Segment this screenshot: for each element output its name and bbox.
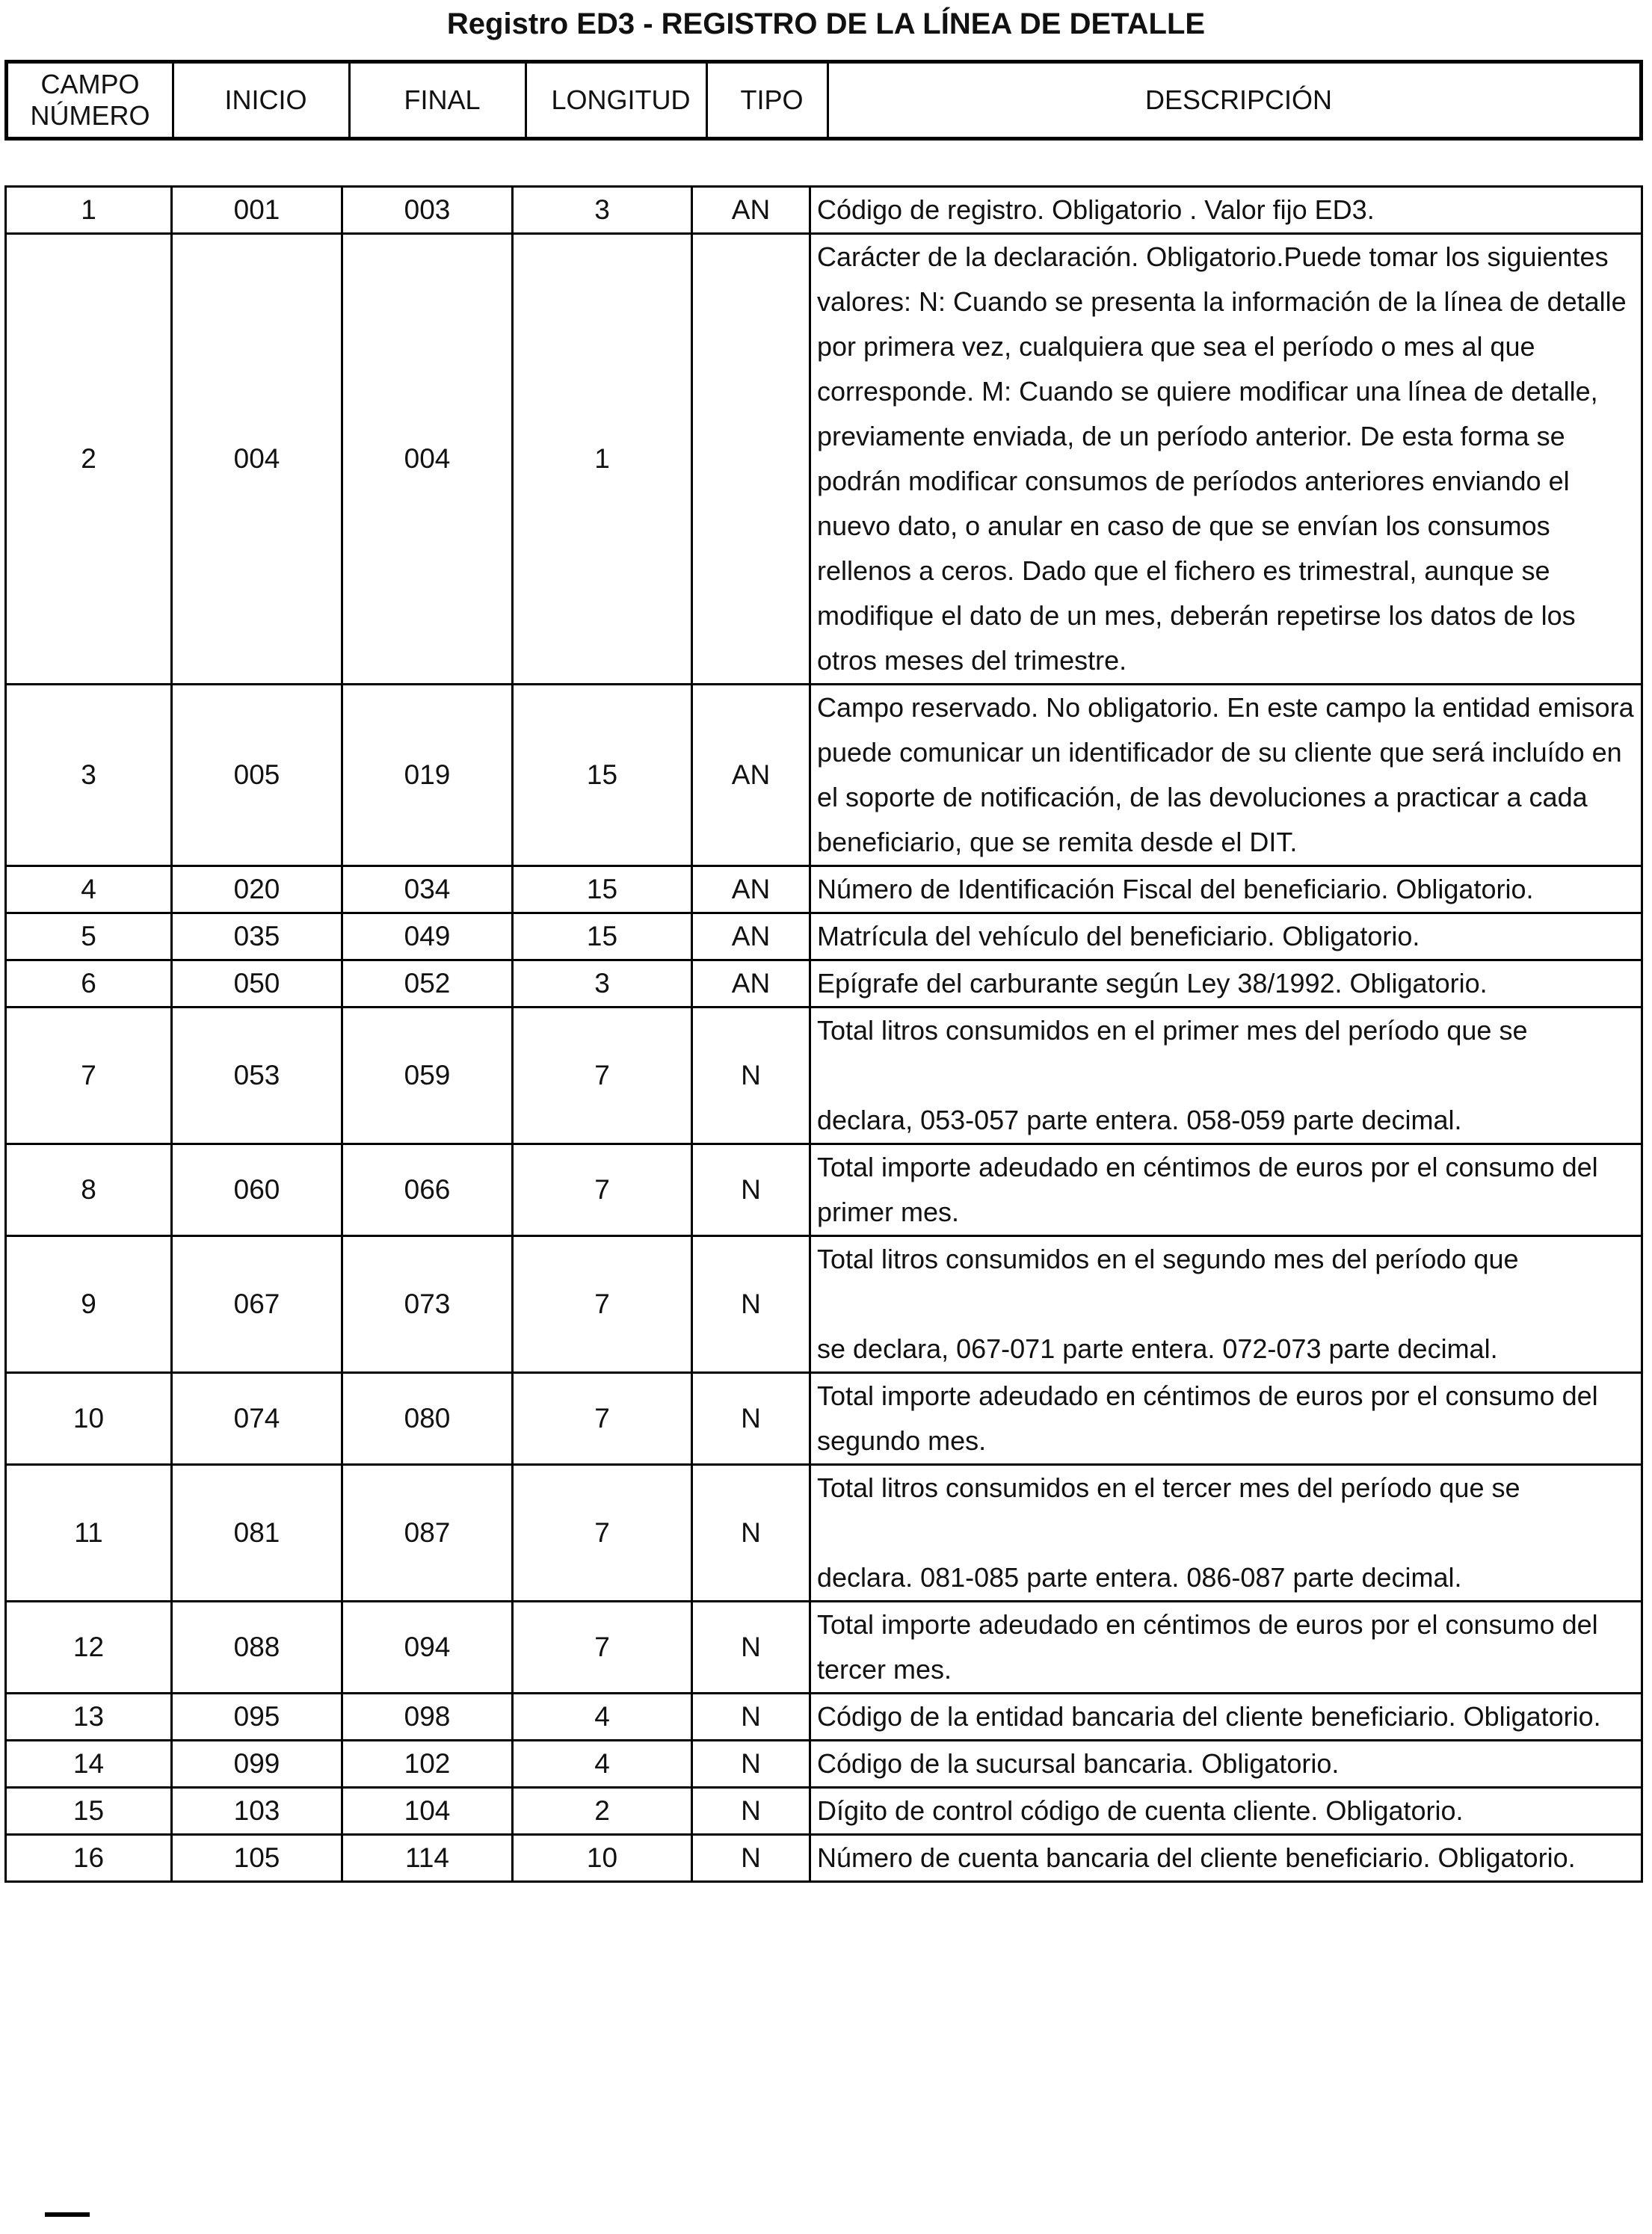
cell-longitud: 4 [513,1741,692,1788]
table-header [4,60,1643,141]
cell-descripcion [810,1465,1642,1602]
cell-descripcion [810,1008,1642,1144]
cell-inicio: 035 [172,913,342,960]
cell-longitud: 7 [513,1236,692,1373]
cell-final: 094 [342,1602,513,1694]
cell-campo: 1 [6,187,172,234]
cell-longitud: 15 [513,685,692,866]
cell-campo: 16 [6,1835,172,1882]
cell-final: 052 [342,960,513,1008]
cell-descripcion: Total importe adeudado en céntimos de euros por el consumo del segundo mes. [810,1373,1642,1465]
cell-descripcion: Número de Identificación Fiscal del beneficiario. Obligatorio. [810,866,1642,913]
cell-tipo: N [692,1602,810,1694]
cell-longitud: 4 [513,1694,692,1741]
page-mark [45,2212,90,2217]
cell-campo: 5 [6,913,172,960]
cell-descripcion: Total importe adeudado en céntimos de euros por el consumo del primer mes. [810,1144,1642,1236]
cell-tipo: AN [692,187,810,234]
cell-inicio: 074 [172,1373,342,1465]
cell-final: 019 [342,685,513,866]
cell-tipo: AN [692,866,810,913]
cell-descripcion: Código de la entidad bancaria del cliente beneficiario. Obligatorio. [810,1694,1642,1741]
cell-campo: 4 [6,866,172,913]
cell-tipo: N [692,1788,810,1835]
cell-inicio: 060 [172,1144,342,1236]
cell-inicio: 105 [172,1835,342,1882]
cell-inicio: 053 [172,1008,342,1144]
table-body [6,187,1642,1882]
table-row [6,1694,1642,1741]
cell-inicio: 067 [172,1236,342,1373]
cell-campo: 15 [6,1788,172,1835]
table-row [6,1144,1642,1236]
cell-final: 003 [342,187,513,234]
cell-tipo: N [692,1835,810,1882]
cell-longitud: 1 [513,234,692,685]
cell-descripcion: Código de la sucursal bancaria. Obligatorio. [810,1741,1642,1788]
cell-tipo: AN [692,960,810,1008]
cell-descripcion: Total importe adeudado en céntimos de euros por el consumo del tercer mes. [810,1602,1642,1694]
table-row [6,960,1642,1008]
descripcion-line-1: Total litros consumidos en el tercer mes del período que se [817,1472,1520,1503]
cell-campo: 2 [6,234,172,685]
descripcion-line-2: se declara, 067-071 parte entera. 072-073 parte decimal. [817,1333,1498,1364]
cell-final: 114 [342,1835,513,1882]
table-row [6,1788,1642,1835]
table-row [6,1373,1642,1465]
cell-final: 066 [342,1144,513,1236]
descripcion-line-1: Total litros consumidos en el primer mes del período que se [817,1015,1528,1046]
cell-inicio: 020 [172,866,342,913]
cell-longitud: 3 [513,960,692,1008]
header-campo: CAMPO NÚMERO [8,64,174,137]
detail-table [4,185,1643,1883]
cell-inicio: 081 [172,1465,342,1602]
cell-tipo: N [692,1373,810,1465]
cell-tipo: N [692,1465,810,1602]
cell-longitud: 3 [513,187,692,234]
table-row [6,187,1642,234]
cell-final: 049 [342,913,513,960]
cell-final: 080 [342,1373,513,1465]
cell-tipo: N [692,1144,810,1236]
cell-inicio: 095 [172,1694,342,1741]
cell-descripcion: Número de cuenta bancaria del cliente beneficiario. Obligatorio. [810,1835,1642,1882]
cell-campo: 13 [6,1694,172,1741]
table-row [6,913,1642,960]
cell-tipo: AN [692,913,810,960]
cell-tipo: AN [692,685,810,866]
cell-campo: 3 [6,685,172,866]
cell-campo: 12 [6,1602,172,1694]
table-row [6,1741,1642,1788]
cell-longitud: 7 [513,1144,692,1236]
cell-final: 087 [342,1465,513,1602]
cell-longitud: 10 [513,1835,692,1882]
header-inicio: INICIO [183,64,351,137]
table-row [6,1835,1642,1882]
cell-final: 104 [342,1788,513,1835]
header-tipo: TIPO [717,64,829,137]
header-final: FINAL [360,64,527,137]
table-row [6,234,1642,685]
cell-longitud: 7 [513,1373,692,1465]
cell-final: 098 [342,1694,513,1741]
table-row [6,1602,1642,1694]
cell-tipo: N [692,1694,810,1741]
cell-tipo: N [692,1008,810,1144]
cell-campo: 7 [6,1008,172,1144]
cell-final: 102 [342,1741,513,1788]
cell-descripcion: Carácter de la declaración. Obligatorio.Puede tomar los siguientes valores: N: Cuando se presenta la información de la línea de detalle por primera vez, cualquiera que sea el período o mes al que corresponde. M: Cuando se quiere modificar una línea de detalle, previamente enviada, de un período anterior. De esta forma se podrán modificar consumos de períodos anteriores enviando el nuevo dato, o anular en caso de que se envían los consumos rellenos a ceros. Dado que el fichero es trimestral, aunque se modifique el dato de un mes, deberán repetirse los datos de los otros meses del trimestre. [810,234,1642,685]
cell-campo: 11 [6,1465,172,1602]
descripcion-line-1: Total litros consumidos en el segundo mes del período que [817,1244,1519,1274]
descripcion-line-2: declara. 081-085 parte entera. 086-087 parte decimal. [817,1562,1462,1593]
cell-inicio: 088 [172,1602,342,1694]
table-row [6,1465,1642,1602]
cell-campo: 10 [6,1373,172,1465]
cell-final: 004 [342,234,513,685]
cell-campo: 6 [6,960,172,1008]
cell-descripcion: Código de registro. Obligatorio . Valor fijo ED3. [810,187,1642,234]
cell-final: 034 [342,866,513,913]
cell-descripcion: Matrícula del vehículo del beneficiario. Obligatorio. [810,913,1642,960]
cell-longitud: 2 [513,1788,692,1835]
cell-longitud: 7 [513,1602,692,1694]
cell-descripcion [810,1236,1642,1373]
cell-inicio: 004 [172,234,342,685]
page-title: Registro ED3 - REGISTRO DE LA LÍNEA DE DETALLE [446,7,1206,40]
cell-campo: 9 [6,1236,172,1373]
header-descripcion: DESCRIPCIÓN [1144,84,1333,115]
table-row [6,685,1642,866]
cell-inicio: 001 [172,187,342,234]
cell-inicio: 050 [172,960,342,1008]
table-row [6,1236,1642,1373]
cell-longitud: 7 [513,1008,692,1144]
cell-descripcion: Dígito de control código de cuenta cliente. Obligatorio. [810,1788,1642,1835]
cell-inicio: 005 [172,685,342,866]
cell-final: 073 [342,1236,513,1373]
cell-inicio: 099 [172,1741,342,1788]
table-row [6,1008,1642,1144]
cell-inicio: 103 [172,1788,342,1835]
cell-longitud: 15 [513,866,692,913]
cell-tipo: N [692,1741,810,1788]
cell-tipo: N [692,1236,810,1373]
descripcion-line-2: declara, 053-057 parte entera. 058-059 parte decimal. [817,1105,1462,1135]
table-row [6,866,1642,913]
cell-tipo [692,234,810,685]
header-longitud: LONGITUD [536,64,708,137]
cell-campo: 14 [6,1741,172,1788]
cell-longitud: 7 [513,1465,692,1602]
cell-campo: 8 [6,1144,172,1236]
cell-descripcion: Campo reservado. No obligatorio. En este campo la entidad emisora puede comunicar un identificador de su cliente que será incluído en el soporte de notificación, de las devoluciones a practicar a cada beneficiario, que se remita desde el DIT. [810,685,1642,866]
cell-final: 059 [342,1008,513,1144]
cell-longitud: 15 [513,913,692,960]
cell-descripcion: Epígrafe del carburante según Ley 38/1992. Obligatorio. [810,960,1642,1008]
